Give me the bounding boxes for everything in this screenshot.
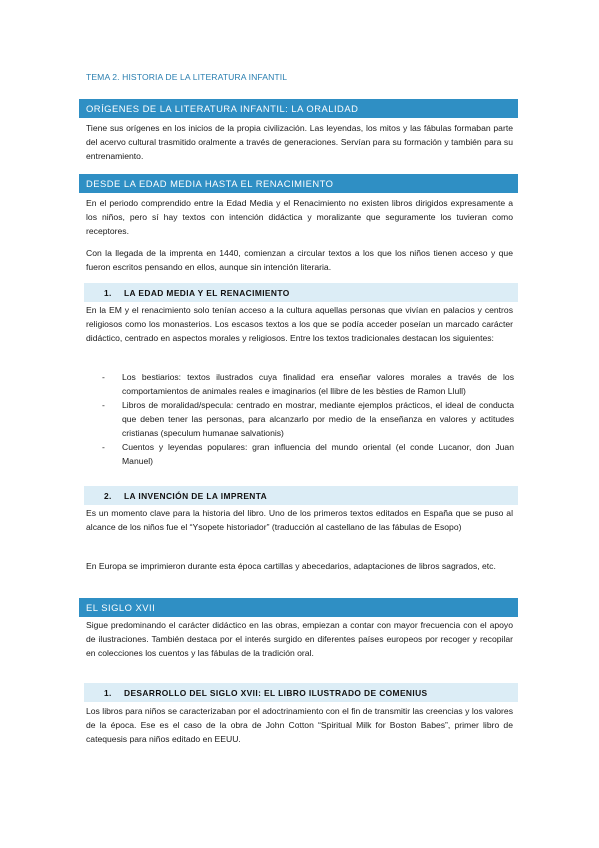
list-item: - Libros de moralidad/specula: centrado en mostrar, mediante ejemplos prácticos, el ideal de conducta que deben tener las personas, para alcanzarlo por medio de la enseñanza en valores y actitudes cristianas (speculum humanae salvationis): [102, 400, 514, 438]
paragraph-imprenta-1: Es un momento clave para la historia del libro. Uno de los primeros textos editados en España que se puso al alcance de los niños fue el “Ysopete historiador” (traducción al castellano de las fábulas de Esopo): [86, 508, 513, 532]
paragraph-origenes: Tiene sus orígenes en los inicios de la propia civilización. Las leyendas, los mitos y las fábulas formaban parte del acervo cultural trasmitido oralmente a través de generaciones. Servían para su formación y también para su entrenamiento.: [86, 123, 513, 161]
paragraph-edad-media-1: En el periodo comprendido entre la Edad Media y el Renacimiento no existen libros dirigidos expresamente a los niños, pero sí hay textos con intención didáctica y moralizante que seguramente los tuvieran como receptores.: [86, 198, 513, 236]
section-heading-edad-media: DESDE LA EDAD MEDIA HASTA EL RENACIMIENTO: [79, 174, 518, 193]
paragraph-comenius: Los libros para niños se caracterizaban por el adoctrinamiento con el fin de transmitir las creencias y los valores de la época. Ese es el caso de la obra de John Cotton “Spiritual Milk for Boston Babes”, primer libro de catequesis para niños editado en EEUU.: [86, 706, 513, 744]
paragraph-edad-media-2: Con la llegada de la imprenta en 1440, comienzan a circular textos a los que los niños tienen acceso y que fueron escritos pensando en ellos, aunque sin intención literaria.: [86, 248, 513, 272]
subheading-number: 2.: [104, 490, 112, 501]
subheading-title: LA EDAD MEDIA Y EL RENACIMIENTO: [124, 287, 290, 298]
list-item: - Cuentos y leyendas populares: gran influencia del mundo oriental (el conde Lucanor, don Juan Manuel): [102, 442, 514, 466]
paragraph-siglo-xvii: Sigue predominando el carácter didáctico en las obras, empiezan a contar con mayor frecuencia con el apoyo de ilustraciones. También destaca por el interés surgido en diferentes países europeos por recoger y recopilar en colecciones los cuentos y las fábulas de la tradición oral.: [86, 620, 513, 658]
paragraph-edad-media-renacimiento: En la EM y el renacimiento solo tenían acceso a la cultura aquellas personas que vivían en palacios y centros religiosos como los monasterios. Los escasos textos a los que se podía acceder poseían un marcado carácter didáctico, centrado en aspectos morales y religiosos. Entre los textos tradicionales destacan los siguientes:: [86, 305, 513, 343]
subheading-title: LA INVENCIÓN DE LA IMPRENTA: [124, 490, 268, 501]
traditional-texts-list: [102, 370, 514, 468]
subheading-edad-media-renacimiento: [84, 283, 518, 302]
document-title: TEMA 2. HISTORIA DE LA LITERATURA INFANTIL: [86, 72, 288, 82]
subheading-number: 1.: [104, 287, 112, 298]
paragraph-imprenta-2: En Europa se imprimieron durante esta época cartillas y abecedarios, adaptaciones de libros sagrados, etc.: [86, 561, 496, 571]
subheading-title: DESARROLLO DEL SIGLO XVII: EL LIBRO ILUSTRADO DE COMENIUS: [124, 687, 428, 698]
list-item: - Los bestiarios: textos ilustrados cuya finalidad era enseñar valores morales a través de los comportamientos de animales reales e imaginarios (el llibre de les bèsties de Ramon Llull): [102, 372, 514, 396]
section-heading-origenes: ORÍGENES DE LA LITERATURA INFANTIL: LA ORALIDAD: [79, 99, 518, 118]
subheading-number: 1.: [104, 687, 112, 698]
subheading-desarrollo-siglo-xvii: [84, 683, 518, 702]
subheading-invencion-imprenta: [84, 486, 518, 505]
section-heading-siglo-xvii: EL SIGLO XVII: [79, 598, 518, 617]
